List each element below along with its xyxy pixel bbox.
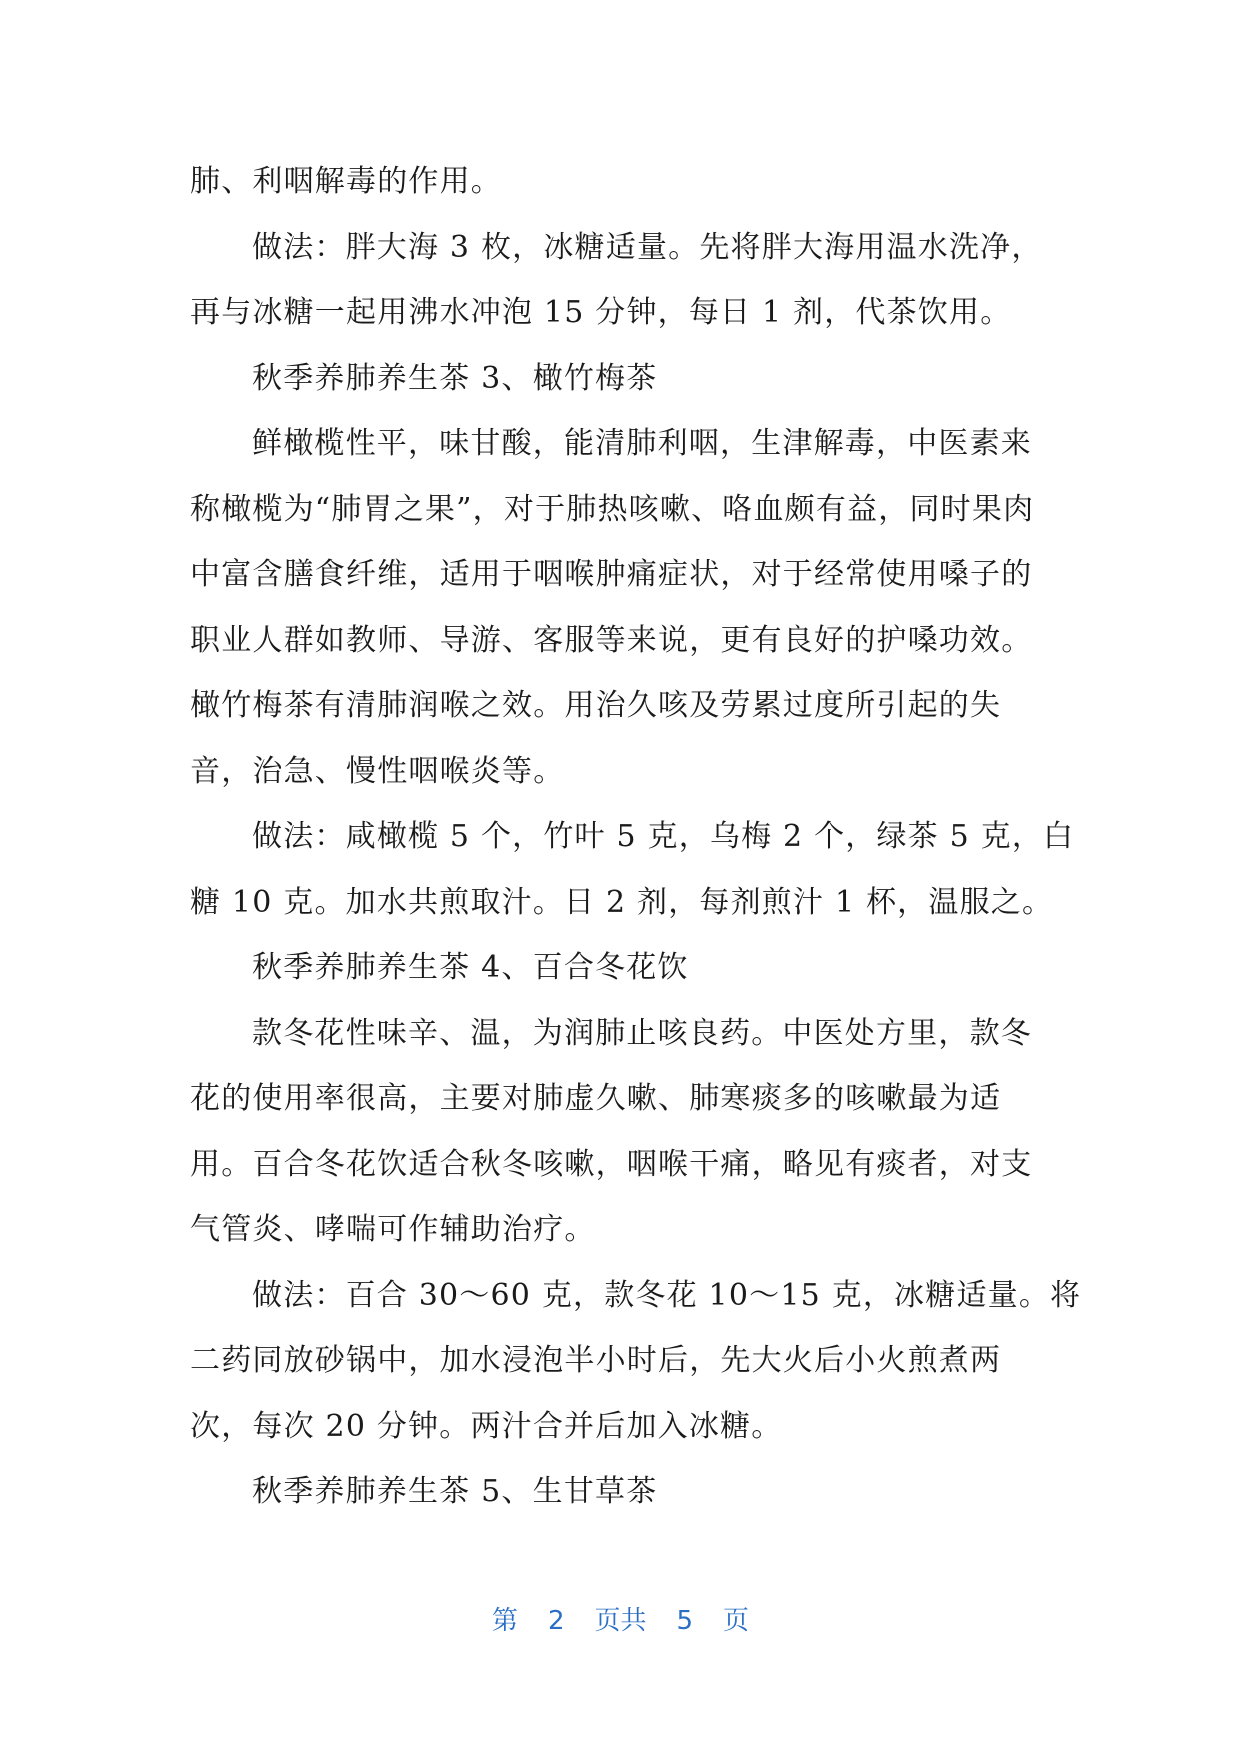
text-line: 鲜橄榄性平，味甘酸，能清肺利咽，生津解毒，中医素来 <box>252 426 1032 461</box>
footer-total-pages: 5 <box>676 1606 694 1636</box>
footer-current-page: 2 <box>547 1606 565 1636</box>
text-line: 职业人群如教师、导游、客服等来说，更有良好的护嗓功效。 <box>190 622 1033 658</box>
text-line: 再与冰糖一起用沸水冲泡 15 分钟，每日 1 剂，代茶饮用。 <box>190 295 1012 330</box>
text-line: 气管炎、哮喘可作辅助治疗。 <box>190 1212 596 1247</box>
text-line: 糖 10 克。加水共煎取汁。日 2 剂，每剂煎汁 1 杯，温服之。 <box>190 884 1054 920</box>
text-line: 称橄榄为“肺胃之果”，对于肺热咳嗽、咯血颇有益，同时果肉 <box>190 491 1035 527</box>
footer-prefix: 第 <box>491 1606 518 1636</box>
text-line: 秋季养肺养生茶 5、生甘草茶 <box>252 1474 658 1509</box>
text-line: 做法：咸橄榄 5 个，竹叶 5 克，乌梅 2 个，绿茶 5 克，白 <box>252 819 1075 854</box>
text-line: 肺、利咽解毒的作用。 <box>190 164 502 199</box>
text-line: 秋季养肺养生茶 3、橄竹梅茶 <box>252 360 658 396</box>
text-line: 橄竹梅茶有清肺润喉之效。用治久咳及劳累过度所引起的失 <box>190 688 1002 723</box>
text-line: 次，每次 20 分钟。两汁合并后加入冰糖。 <box>190 1408 783 1444</box>
text-line: 秋季养肺养生茶 4、百合冬花饮 <box>252 950 689 985</box>
text-line: 花的使用率很高，主要对肺虚久嗽、肺寒痰多的咳嗽最为适 <box>190 1081 1002 1116</box>
text-line: 中富含膳食纤维，适用于咽喉肿痛症状，对于经常使用嗓子的 <box>190 557 1033 592</box>
page-footer <box>0 1600 1241 1637</box>
text-line: 做法：胖大海 3 枚，冰糖适量。先将胖大海用温水洗净， <box>252 229 1043 265</box>
text-line: 二药同放砂锅中，加水浸泡半小时后，先大火后小火煎煮两 <box>190 1343 1002 1378</box>
text-line: 音，治急、慢性咽喉炎等。 <box>190 753 565 789</box>
text-line: 做法：百合 30～60 克，款冬花 10～15 克，冰糖适量。将 <box>252 1277 1082 1313</box>
document-body <box>190 160 1082 1536</box>
footer-suffix: 页 <box>723 1606 750 1636</box>
text-line: 用。百合冬花饮适合秋冬咳嗽，咽喉干痛，略见有痰者，对支 <box>190 1146 1033 1182</box>
footer-middle: 页共 <box>594 1606 647 1636</box>
text-line: 款冬花性味辛、温，为润肺止咳良药。中医处方里，款冬 <box>252 1015 1032 1051</box>
